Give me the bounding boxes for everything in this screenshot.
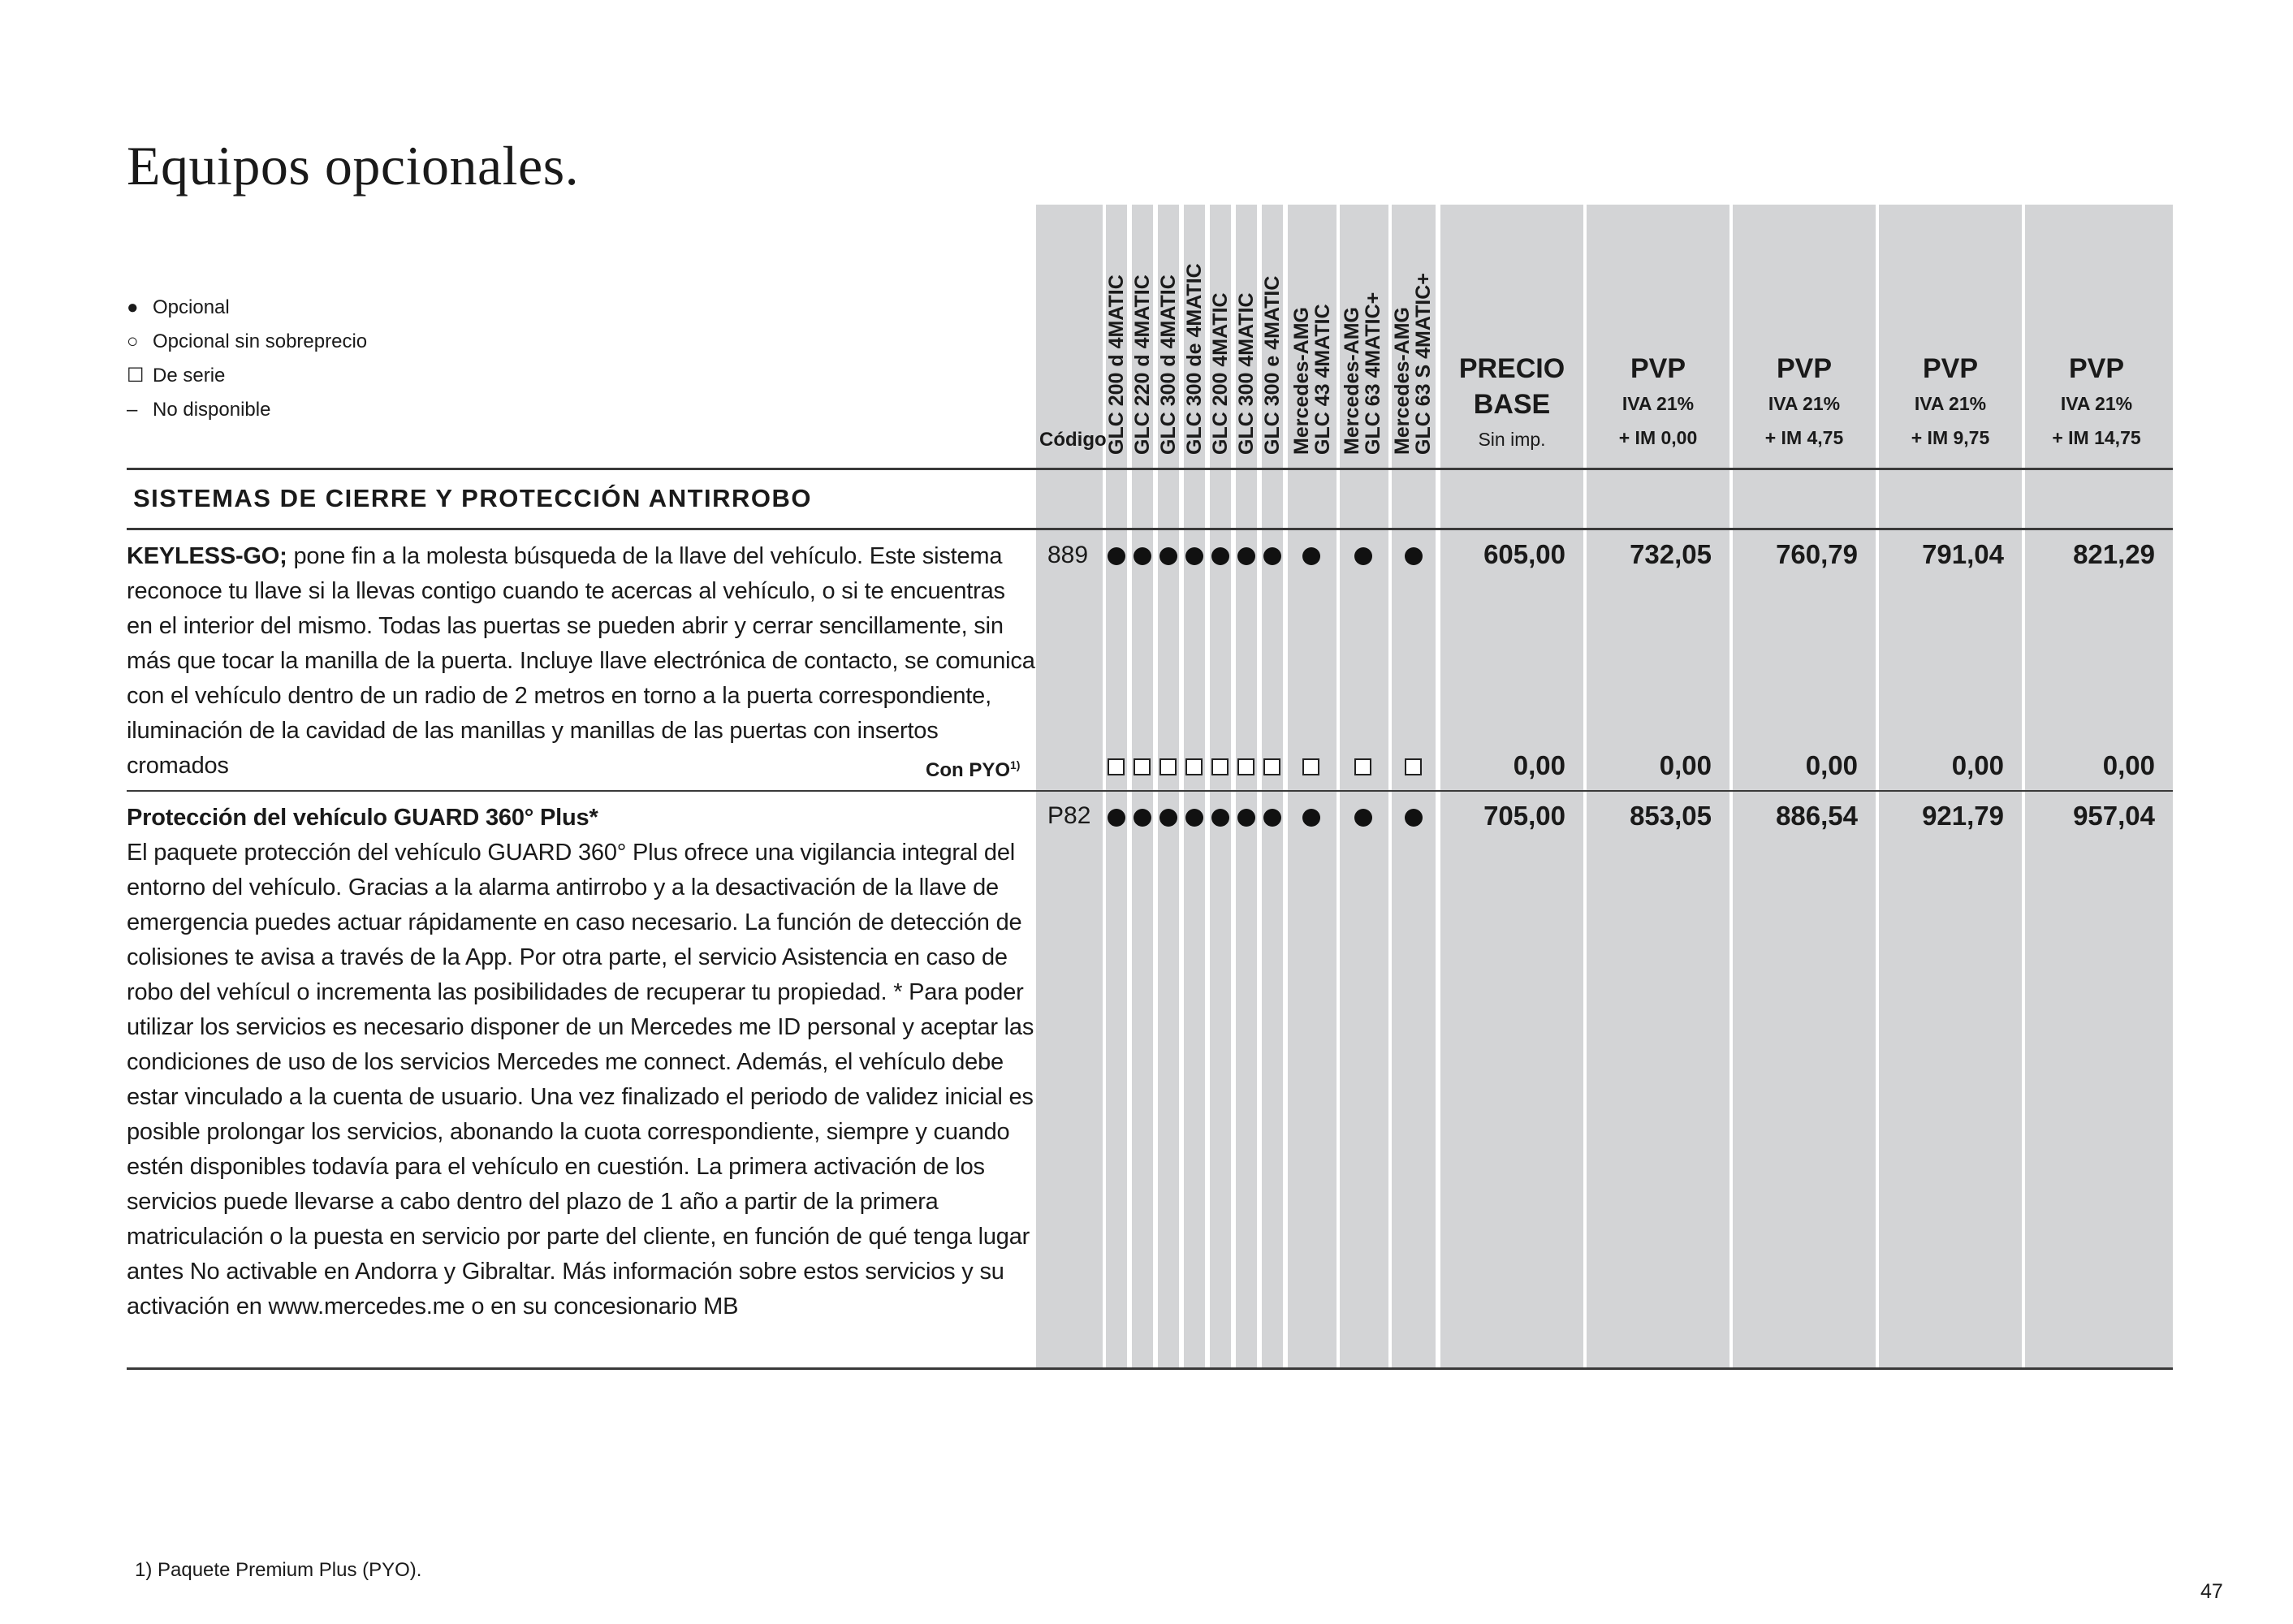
page-title: Equipos opcionales.: [127, 135, 580, 197]
keyless-go-pyo-price: 0,00: [1513, 750, 1565, 780]
legend-label: Opcional sin sobreprecio: [153, 330, 368, 352]
price-header-pvp: PVP IVA 21% + IM 9,75: [1911, 353, 1990, 448]
filled-circle-icon: [1237, 809, 1255, 827]
filled-circle-icon: [1211, 547, 1229, 565]
keyless-go-pyo-price: 0,00: [2102, 750, 2155, 780]
price-header-pvp: PVP IVA 21% + IM 0,00: [1618, 353, 1698, 448]
item-code: 889: [1047, 542, 1089, 568]
model-header: GLC 220 d 4MATIC: [1131, 274, 1154, 455]
filled-circle-icon: [1302, 809, 1320, 827]
model-header: GLC 200 4MATIC: [1209, 292, 1232, 455]
footnote: 1) Paquete Premium Plus (PYO).: [135, 1559, 422, 1581]
keyless-go-pyo-price: 0,00: [1805, 750, 1858, 780]
filled-circle-icon: [1211, 809, 1229, 827]
table-bottom-rule: [127, 1367, 2173, 1370]
item-description: KEYLESS-GO; pone fin a la molesta búsqueda de la llave del vehículo. Este sistema reconoce tu llave si la llevas contigo cuando te acercas al vehículo, o si te encuentras en el interior del mismo. Todas las puertas se pueden abrir y cerrar sencillamente, sin más que tocar la manilla de la puerta. Incluye llave electrónica de contacto, se comunica con el vehículo dentro de un radio de 2 metros en torno a la puerta correspondiente, iluminación de la cavidad de las manillas y manillas de las puertas con insertos cromados: [127, 543, 1035, 779]
empty-square-icon: [1159, 758, 1177, 775]
model-header: Mercedes-AMG GLC 63 S 4MATIC+: [1391, 273, 1435, 455]
keyless-go-pyo-price: 0,00: [1659, 750, 1712, 780]
legend-label: De serie: [153, 365, 226, 387]
model-header: GLC 300 de 4MATIC: [1183, 263, 1206, 455]
empty-square-icon: [1134, 758, 1151, 775]
filled-circle-icon: [1185, 809, 1203, 827]
guard-360-price: 957,04: [2073, 801, 2155, 831]
code-column-bg: [1036, 205, 1103, 1367]
keyless-go-price: 760,79: [1776, 539, 1858, 569]
legend: [127, 291, 367, 427]
price-header-pvp: PVP IVA 21% + IM 14,75: [2052, 353, 2141, 448]
code-header: Código: [1039, 429, 1107, 451]
model-header: GLC 300 e 4MATIC: [1261, 275, 1284, 455]
filled-circle-icon: [1263, 809, 1281, 827]
keyless-go-pyo-price: 0,00: [1951, 750, 2004, 780]
page-number: 47: [2200, 1580, 2223, 1603]
model-header: Mercedes-AMG GLC 63 4MATIC+: [1341, 292, 1384, 455]
filled-circle-icon: [1159, 547, 1177, 565]
price-header-base: PRECIO BASE Sin imp.: [1458, 353, 1565, 450]
empty-square-icon: ☐: [127, 365, 145, 387]
legend-item-standard: [127, 359, 367, 393]
model-header: GLC 300 4MATIC: [1235, 292, 1258, 455]
guard-360-price: 886,54: [1776, 801, 1858, 831]
empty-square-icon: [1108, 758, 1125, 775]
filled-circle-icon: [1354, 547, 1372, 565]
filled-circle-icon: [1108, 809, 1125, 827]
header-rule: [127, 468, 2173, 470]
keyless-go-price: 791,04: [1922, 539, 2004, 569]
guard-360-price: 853,05: [1630, 801, 1712, 831]
legend-item-optional-free: [127, 325, 367, 359]
filled-circle-icon: [1159, 809, 1177, 827]
filled-circle-icon: [1263, 547, 1281, 565]
filled-circle-icon: [1354, 809, 1372, 827]
dash-icon: –: [127, 399, 138, 421]
model-header: Mercedes-AMG GLC 43 4MATIC: [1290, 304, 1334, 455]
model-header: GLC 300 d 4MATIC: [1157, 274, 1180, 455]
filled-circle-icon: [1302, 547, 1320, 565]
filled-circle-icon: [1185, 547, 1203, 565]
filled-circle-icon: [1108, 547, 1125, 565]
keyless-go-price: 605,00: [1483, 539, 1565, 569]
guard-360-price: 705,00: [1483, 801, 1565, 831]
empty-square-icon: [1263, 758, 1280, 775]
section-rule: [127, 528, 2173, 530]
filled-circle-icon: [1134, 809, 1151, 827]
filled-circle-icon: [1405, 547, 1423, 565]
filled-circle-icon: ●: [127, 296, 139, 318]
pyo-label: Con PYO$^{1)}$: [926, 758, 1021, 781]
price-header-pvp: PVP IVA 21% + IM 4,75: [1764, 353, 1844, 448]
empty-circle-icon: ○: [127, 330, 139, 352]
filled-circle-icon: [1134, 547, 1151, 565]
item-title: Protección del vehículo GUARD 360° Plus*: [127, 805, 598, 831]
empty-square-icon: [1211, 758, 1229, 775]
legend-label: Opcional: [153, 296, 230, 318]
section-title: SISTEMAS DE CIERRE Y PROTECCIÓN ANTIRROBO: [133, 484, 813, 512]
model-header: GLC 200 d 4MATIC: [1105, 274, 1128, 455]
keyless-go-price: 821,29: [2073, 539, 2155, 569]
legend-label: No disponible: [153, 399, 271, 421]
filled-circle-icon: [1237, 547, 1255, 565]
empty-square-icon: [1405, 758, 1422, 775]
filled-circle-icon: [1405, 809, 1423, 827]
legend-item-optional: [127, 291, 367, 325]
guard-360-price: 921,79: [1922, 801, 2004, 831]
empty-square-icon: [1354, 758, 1371, 775]
empty-square-icon: [1237, 758, 1254, 775]
row-divider: [127, 790, 2173, 792]
keyless-go-price: 732,05: [1630, 539, 1712, 569]
item-description: Protección del vehículo GUARD 360° Plus* El paquete protección del vehículo GUARD 360° Plus ofrece una vigilancia integral del entorno del vehículo. Gracias a la alarma antirrobo y a la desactivación de la llave de emergencia puedes actuar rápidamente en caso necesario. La función de detección de colisiones te avisa a través de la App. Por otra parte, el servicio Asistencia en caso de robo del vehícul o incrementa las posibilidades de recuperar tu propiedad. * Para poder utilizar los servicios es necesario disponer de un Mercedes me ID personal y aceptar las condiciones de uso de los servicios Mercedes me connect. Además, el vehículo debe estar vinculado a la cuenta de usuario. Una vez finalizado el periodo de validez inicial es posible prolongar los servicios, abonando la cuota correspondiente, siempre y cuando estén disponibles todavía para el vehículo en cuestión. La primera activación de los servicios puede llevarse a cabo dentro del plazo de 1 año a partir de la primera matriculación o la puesta en servicio por parte del cliente, en función de qué tenga lugar antes No activable en Andorra y Gibraltar. Más información sobre estos servicios y su activación en www.mercedes.me o en su concesionario MB: [127, 805, 1034, 1320]
item-title: KEYLESS-GO;: [127, 543, 287, 569]
empty-square-icon: [1302, 758, 1319, 775]
item-code: P82: [1047, 802, 1091, 829]
empty-square-icon: [1185, 758, 1203, 775]
legend-item-unavailable: [127, 393, 367, 427]
